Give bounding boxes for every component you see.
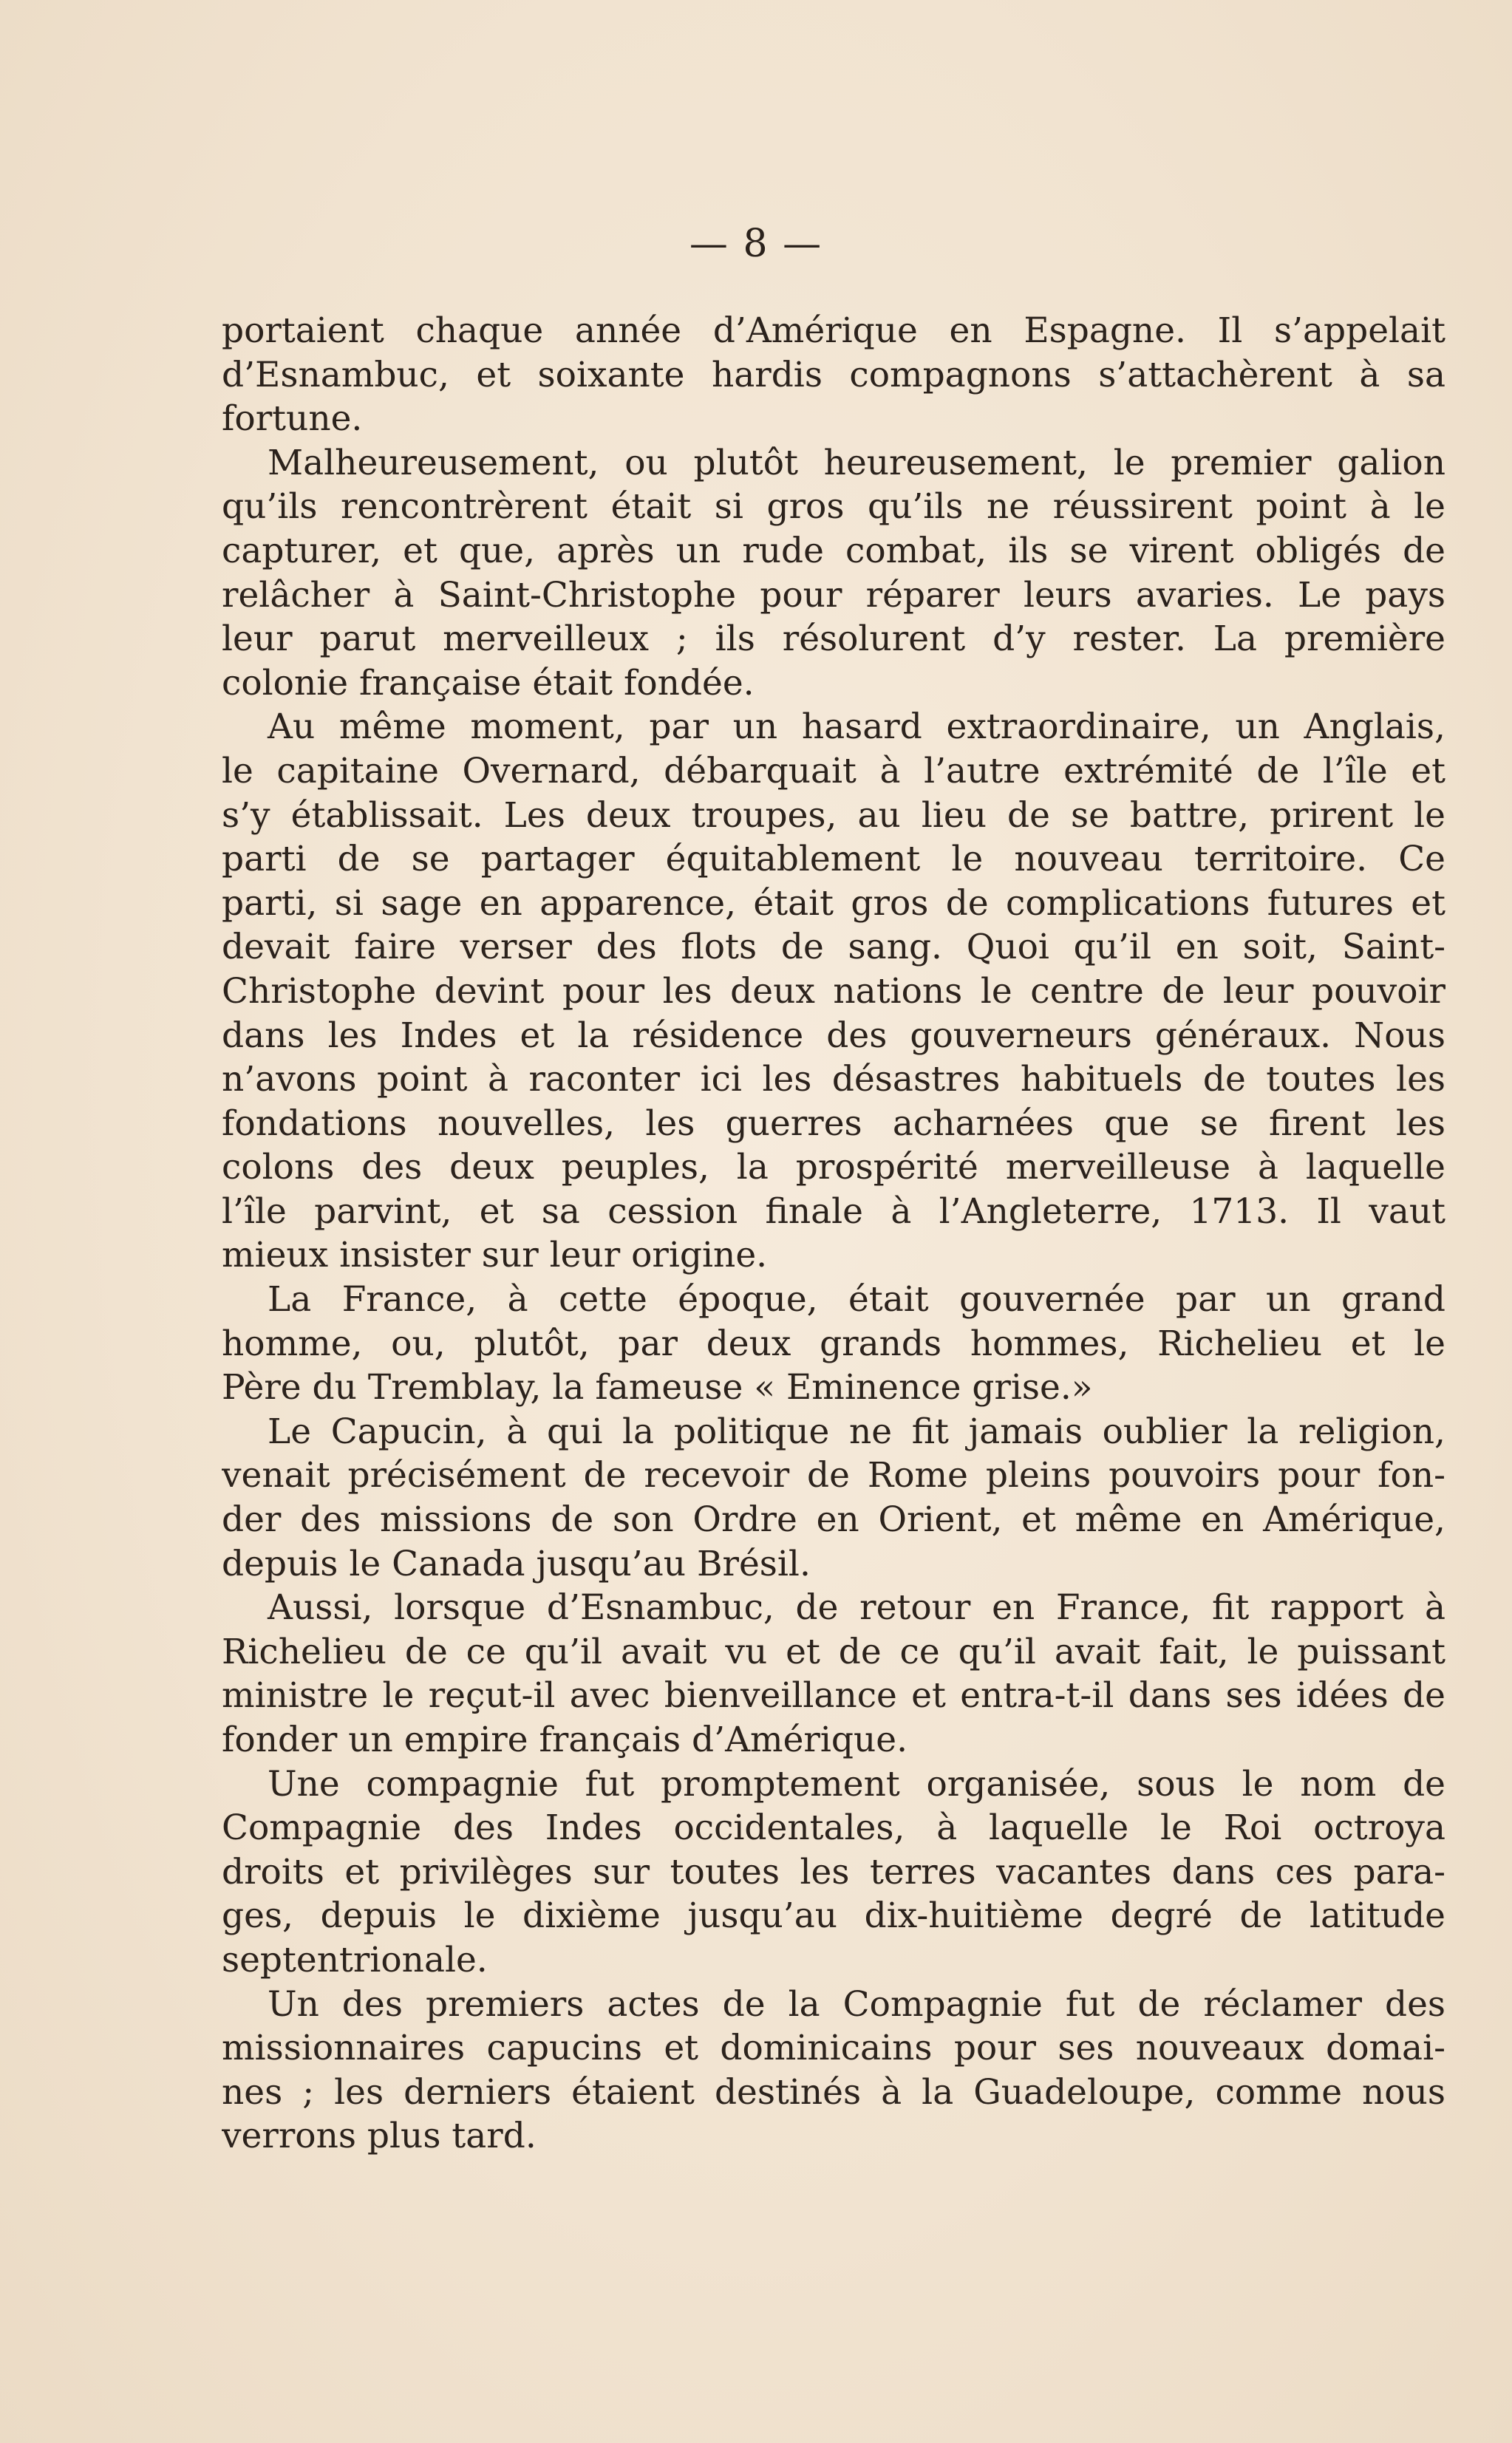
text-line: fonder un empire français d’Amérique. (222, 1720, 908, 1760)
text-line: La France, à cette époque, était gouvernée par un grand (268, 1279, 1445, 1321)
paragraph (222, 441, 1445, 706)
paragraph (222, 1410, 1445, 1586)
text-line: der des missions de son Ordre en Orient, et même en Amérique, (222, 1499, 1445, 1541)
text-line: fondations nouvelles, les guerres acharnées que se firent les (222, 1103, 1445, 1144)
text-line: d’Esnambuc, et soixante hardis compagnons s’attachèrent à sa (222, 354, 1445, 395)
paragraph (222, 705, 1445, 1278)
paragraph (222, 1586, 1445, 1762)
text-line: ges, depuis le dixième jusqu’au dix-huitième degré de latitude (222, 1895, 1445, 1937)
text-line: venait précisément de recevoir de Rome pleins pouvoirs pour fon- (222, 1455, 1445, 1496)
text-line: homme, ou, plutôt, par deux grands hommes, Richelieu et le (222, 1323, 1445, 1364)
text-line: Compagnie des Indes occidentales, à laquelle le Roi octroya (222, 1807, 1445, 1849)
text-line: missionnaires capucins et dominicains pour ses nouveaux domai- (222, 2028, 1445, 2069)
text-line: parti de se partager équitablement le nouveau territoire. Ce (222, 839, 1445, 880)
text-line: Malheureusement, ou plutôt heureusement, le premier galion (268, 442, 1445, 483)
text-line: Père du Tremblay, la fameuse « Eminence grise.» (222, 1367, 1093, 1408)
paragraph (222, 309, 1445, 441)
text-line: parti, si sage en apparence, était gros de complications futures et (222, 882, 1445, 924)
page-number: — 8 — (689, 222, 823, 266)
text-line: nes ; les derniers étaient destinés à la Guadeloupe, comme nous (222, 2071, 1445, 2113)
text-line: Une compagnie fut promptement organisée, sous le nom de (268, 1763, 1445, 1805)
text-line: devait faire verser des flots de sang. Quoi qu’il en soit, Saint- (222, 927, 1445, 968)
text-line: septentrionale. (222, 1939, 488, 1980)
paragraph (222, 1762, 1445, 1983)
text-line: l’île parvint, et sa cession finale à l’Angleterre, 1713. Il vaut (222, 1190, 1445, 1232)
text-line: mieux insister sur leur origine. (222, 1235, 768, 1276)
text-line: capturer, et que, après un rude combat, ils se virent obligés de (222, 530, 1445, 571)
text-line: fortune. (222, 398, 363, 440)
text-line: dans les Indes et la résidence des gouverneurs généraux. Nous (222, 1015, 1445, 1056)
text-line: droits et privilèges sur toutes les terres vacantes dans ces para- (222, 1851, 1445, 1892)
text-line: s’y établissait. Les deux troupes, au lieu de se battre, prirent le (222, 794, 1445, 836)
text-line: colonie française était fondée. (222, 662, 755, 703)
text-line: Christophe devint pour les deux nations le centre de leur pouvoir (222, 970, 1445, 1012)
text-line: ministre le reçut-il avec bienveillance et entra-t-il dans ses idées de (222, 1675, 1445, 1717)
text-line: relâcher à Saint-Christophe pour réparer leurs avaries. Le pays (222, 574, 1445, 616)
text-line: qu’ils rencontrèrent était si gros qu’ils ne réussirent point à le (222, 486, 1445, 528)
text-line: le capitaine Overnard, débarquait à l’autre extrémité de l’île et (222, 750, 1445, 791)
paragraph (222, 1983, 1445, 2159)
paragraph (222, 1278, 1445, 1410)
text-line: verrons plus tard. (222, 2116, 537, 2157)
text-line: Le Capucin, à qui la politique ne fit jamais oublier la religion, (268, 1411, 1445, 1452)
text-line: leur parut merveilleux ; ils résolurent d’y rester. La première (222, 619, 1445, 660)
text-line: depuis le Canada jusqu’au Brésil. (222, 1543, 811, 1584)
text-line: Richelieu de ce qu’il avait vu et de ce qu’il avait fait, le puissant (222, 1631, 1445, 1672)
text-line: colons des deux peuples, la prospérité merveilleuse à laquelle (222, 1147, 1445, 1188)
text-line: Un des premiers actes de la Compagnie fut de réclamer des (268, 1983, 1445, 2025)
body-text (222, 309, 1445, 2159)
text-line: Au même moment, par un hasard extraordinaire, un Anglais, (268, 706, 1445, 748)
text-line: n’avons point à raconter ici les désastres habituels de toutes les (222, 1059, 1445, 1100)
text-line: Aussi, lorsque d’Esnambuc, de retour en France, fit rapport à (268, 1587, 1445, 1629)
text-line: portaient chaque année d’Amérique en Espagne. Il s’appelait (222, 310, 1445, 351)
